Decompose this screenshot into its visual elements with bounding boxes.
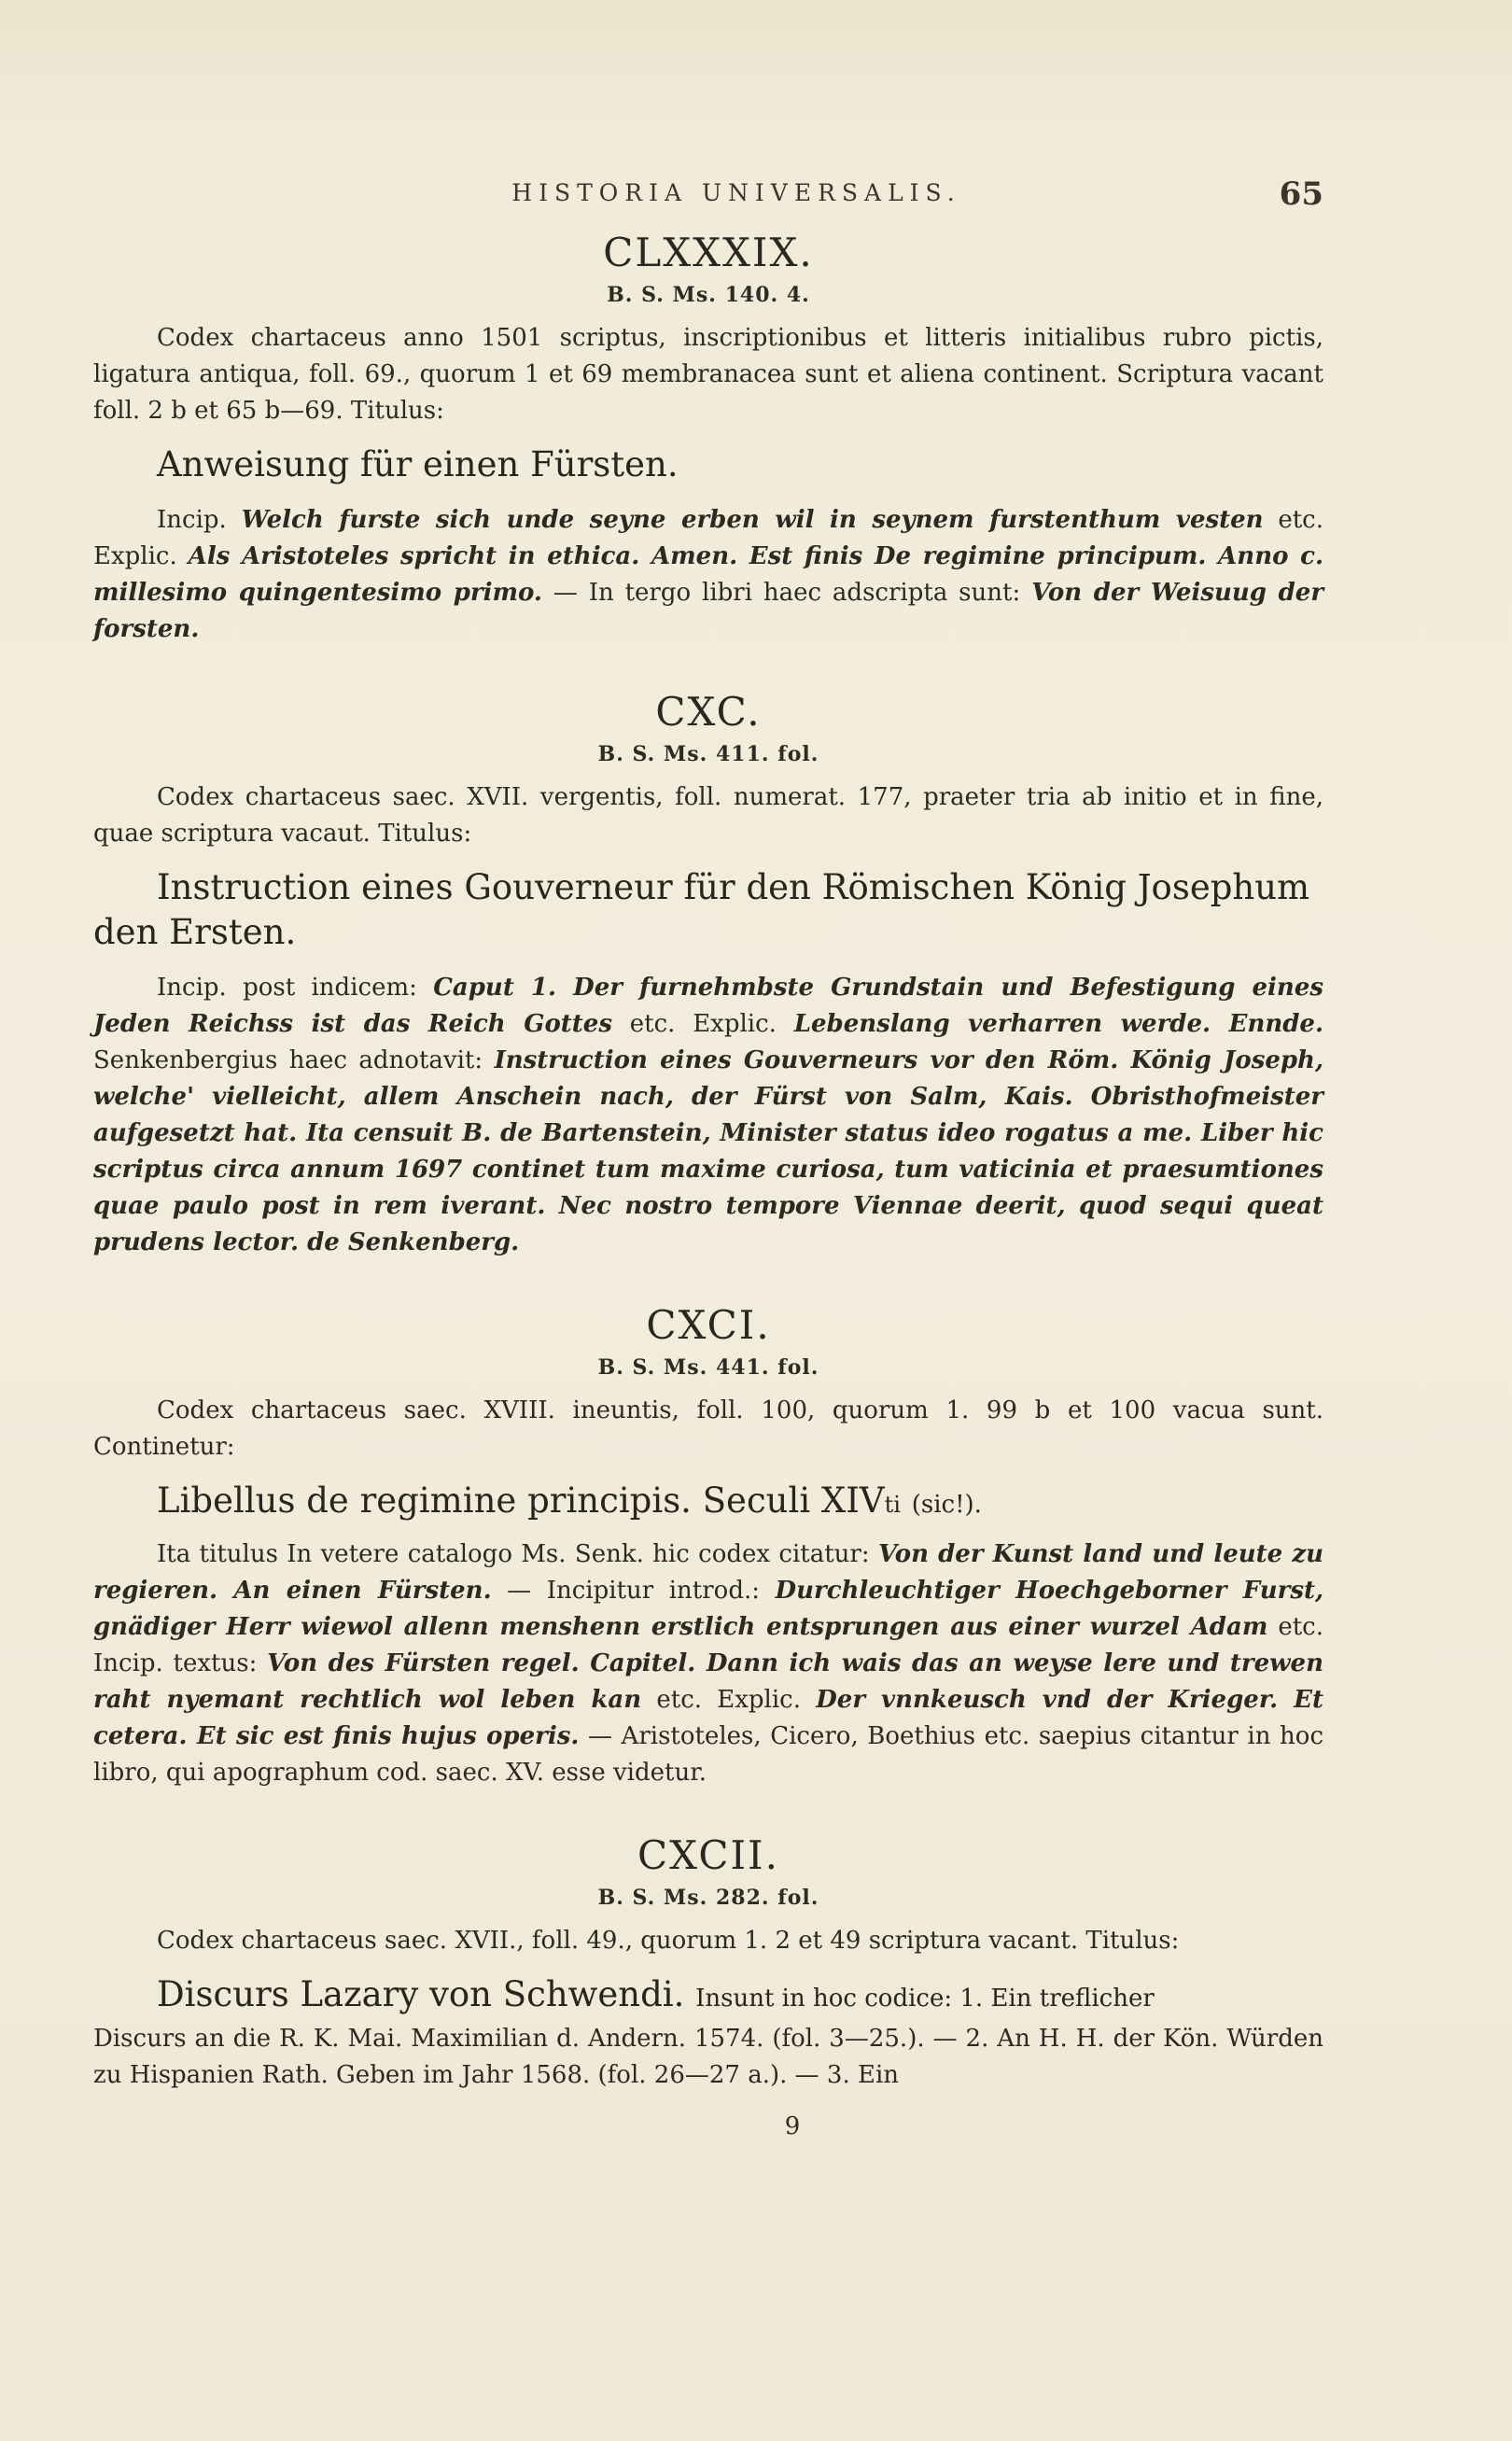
annotation-text: Instruction eines Gouverneurs vor den Röm. König Joseph, welche' vielleicht, allem Anschein nach, der Fürst von Salm, Kais. Obristhofmeister aufgesetzt hat. Ita censuit B. de Bartenstein, Minister status ideo rogatus a me. Liber hic scriptus circa annum 1697 continet tum maxime curiosa, tum vaticinia et praesumtiones quae paulo post in rem iverant. Nec nostro tempore Viennae deerit, quod sequi queat prudens lector. de Senkenberg. xyxy=(93,1046,1324,1256)
label-incip: Incip. xyxy=(157,506,227,534)
label-explic: etc. Explic. xyxy=(629,1010,777,1038)
incipit-explicit xyxy=(93,502,1323,648)
label-introd: — Incipitur introd.: xyxy=(507,1577,760,1605)
entry-cxci xyxy=(93,1302,1323,1791)
note-text: Senkenbergius haec adnotavit: xyxy=(93,1046,483,1074)
label-incip: Incip. post indicem: xyxy=(157,974,417,1002)
work-title-text: Libellus de regimine principis. Seculi XIV xyxy=(157,1480,885,1521)
incipit-explicit xyxy=(93,970,1323,1261)
shelfmark: B. S. Ms. 411. fol. xyxy=(597,742,819,766)
catalogue-title: Von der Kunst land und leute zu regieren. An einen Fürsten. xyxy=(93,1540,1323,1605)
label-explic: etc. Explic. xyxy=(93,506,1323,570)
entry-cxcii xyxy=(93,1832,1323,2094)
signature-mark: 9 xyxy=(784,2112,801,2140)
note-text: — In tergo libri haec adscripta sunt: xyxy=(553,579,1021,607)
entry-description: Codex chartaceus saec. XVII. vergentis, foll. numerat. 177, praeter tria ab initio et in fine, quae scriptura vacaut. Titulus: xyxy=(93,783,1323,848)
explicit-text: Lebenslang verharren werde. Ennde. xyxy=(793,1010,1324,1038)
catalogue-note: Ita titulus In vetere catalogo Ms. Senk. hic codex citatur: xyxy=(157,1540,870,1568)
work-title: Instruction eines Gouverneur für den Römischen König Josephum den Ersten. xyxy=(93,867,1310,952)
label-explic: etc. Explic. xyxy=(656,1686,802,1714)
shelfmark: B. S. Ms. 441. fol. xyxy=(597,1355,819,1380)
incipit-explicit xyxy=(93,1536,1323,1791)
entry-cxc xyxy=(93,689,1323,1261)
work-title: Anweisung für einen Fürsten. xyxy=(157,444,679,484)
page-number: 65 xyxy=(1279,175,1323,213)
entry-number: CXCI. xyxy=(646,1302,771,1348)
shelfmark: B. S. Ms. 282. fol. xyxy=(597,1886,819,1910)
work-title-text: Discurs Lazary von Schwendi. xyxy=(157,1974,685,2014)
incipit-text: Caput 1. Der furnehmbste Grundstain und Befestigung eines Jeden Reichss ist das Reich Gottes xyxy=(93,974,1324,1038)
work-title xyxy=(93,1972,1323,2021)
explicit-text: Als Aristoteles spricht in ethica. Amen. Est finis De regimine principum. Anno c. millesimo quingentesimo primo. xyxy=(93,542,1324,607)
work-title-suffix: ti xyxy=(884,1492,901,1518)
introd-text: Durchleuchtiger Hoechgeborner Furst, gnädiger Herr wiewol allenn menshenn erstlich entsprungen aus einer wurzel Adam xyxy=(93,1577,1324,1641)
entry-description: Codex chartaceus saec. XVIII. ineuntis, foll. 100, quorum 1. 99 b et 100 vacua sunt. Continetur: xyxy=(93,1396,1323,1461)
shelfmark: B. S. Ms. 140. 4. xyxy=(607,283,810,307)
running-title: HISTORIA UNIVERSALIS. xyxy=(511,179,961,206)
running-head xyxy=(93,175,1323,228)
work-title-note: (sic!). xyxy=(911,1491,982,1519)
incipit-text: Von des Fürsten regel. Capitel. Dann ich wais das an weyse lere und trewen raht nyemant rechtlich wol leben kan xyxy=(93,1649,1323,1714)
entry-number: CXC. xyxy=(655,689,762,735)
entry-number: CLXXXIX. xyxy=(603,230,814,275)
label-incip-textus: etc. Incip. textus: xyxy=(93,1613,1324,1677)
contents-list: Discurs an die R. K. Mai. Maximilian d. Andern. 1574. (fol. 3—25.). — 2. An H. H. der Kön. Würden zu Hispanien Rath. Geben im Jahr 1568. (fol. 26—27 a.). — 3. Ein xyxy=(93,2025,1323,2089)
note-text: — Aristoteles, Cicero, Boethius etc. saepius citantur in hoc libro, qui apographum cod. saec. XV. esse videtur. xyxy=(93,1722,1324,1787)
entry-description: Codex chartaceus saec. XVII., foll. 49., quorum 1. 2 et 49 scriptura vacant. Titulus: xyxy=(157,1927,1180,1955)
contents-intro: Insunt in hoc codice: 1. Ein treflicher xyxy=(695,1985,1155,2013)
entry-clxxxix xyxy=(93,230,1323,648)
entry-description: Codex chartaceus anno 1501 scriptus, inscriptionibus et litteris initialibus rubro pictis, ligatura antiqua, foll. 69., quorum 1 et 69 membranacea sunt et aliena continent. Scriptura vacant foll. 2 b et 65 b—69. Titulus: xyxy=(93,324,1323,425)
entry-number: CXCII. xyxy=(637,1832,779,1878)
incipit-text: Welch furste sich unde seyne erben wil in seynem furstenthum vesten xyxy=(241,506,1264,534)
inscription-text: Von der Weisuug der forsten. xyxy=(93,579,1324,643)
explicit-text: Der vnnkeusch vnd der Krieger. Et cetera. Et sic est finis hujus operis. xyxy=(93,1686,1324,1750)
work-title xyxy=(93,1479,1323,1527)
page-content xyxy=(93,175,1324,2140)
